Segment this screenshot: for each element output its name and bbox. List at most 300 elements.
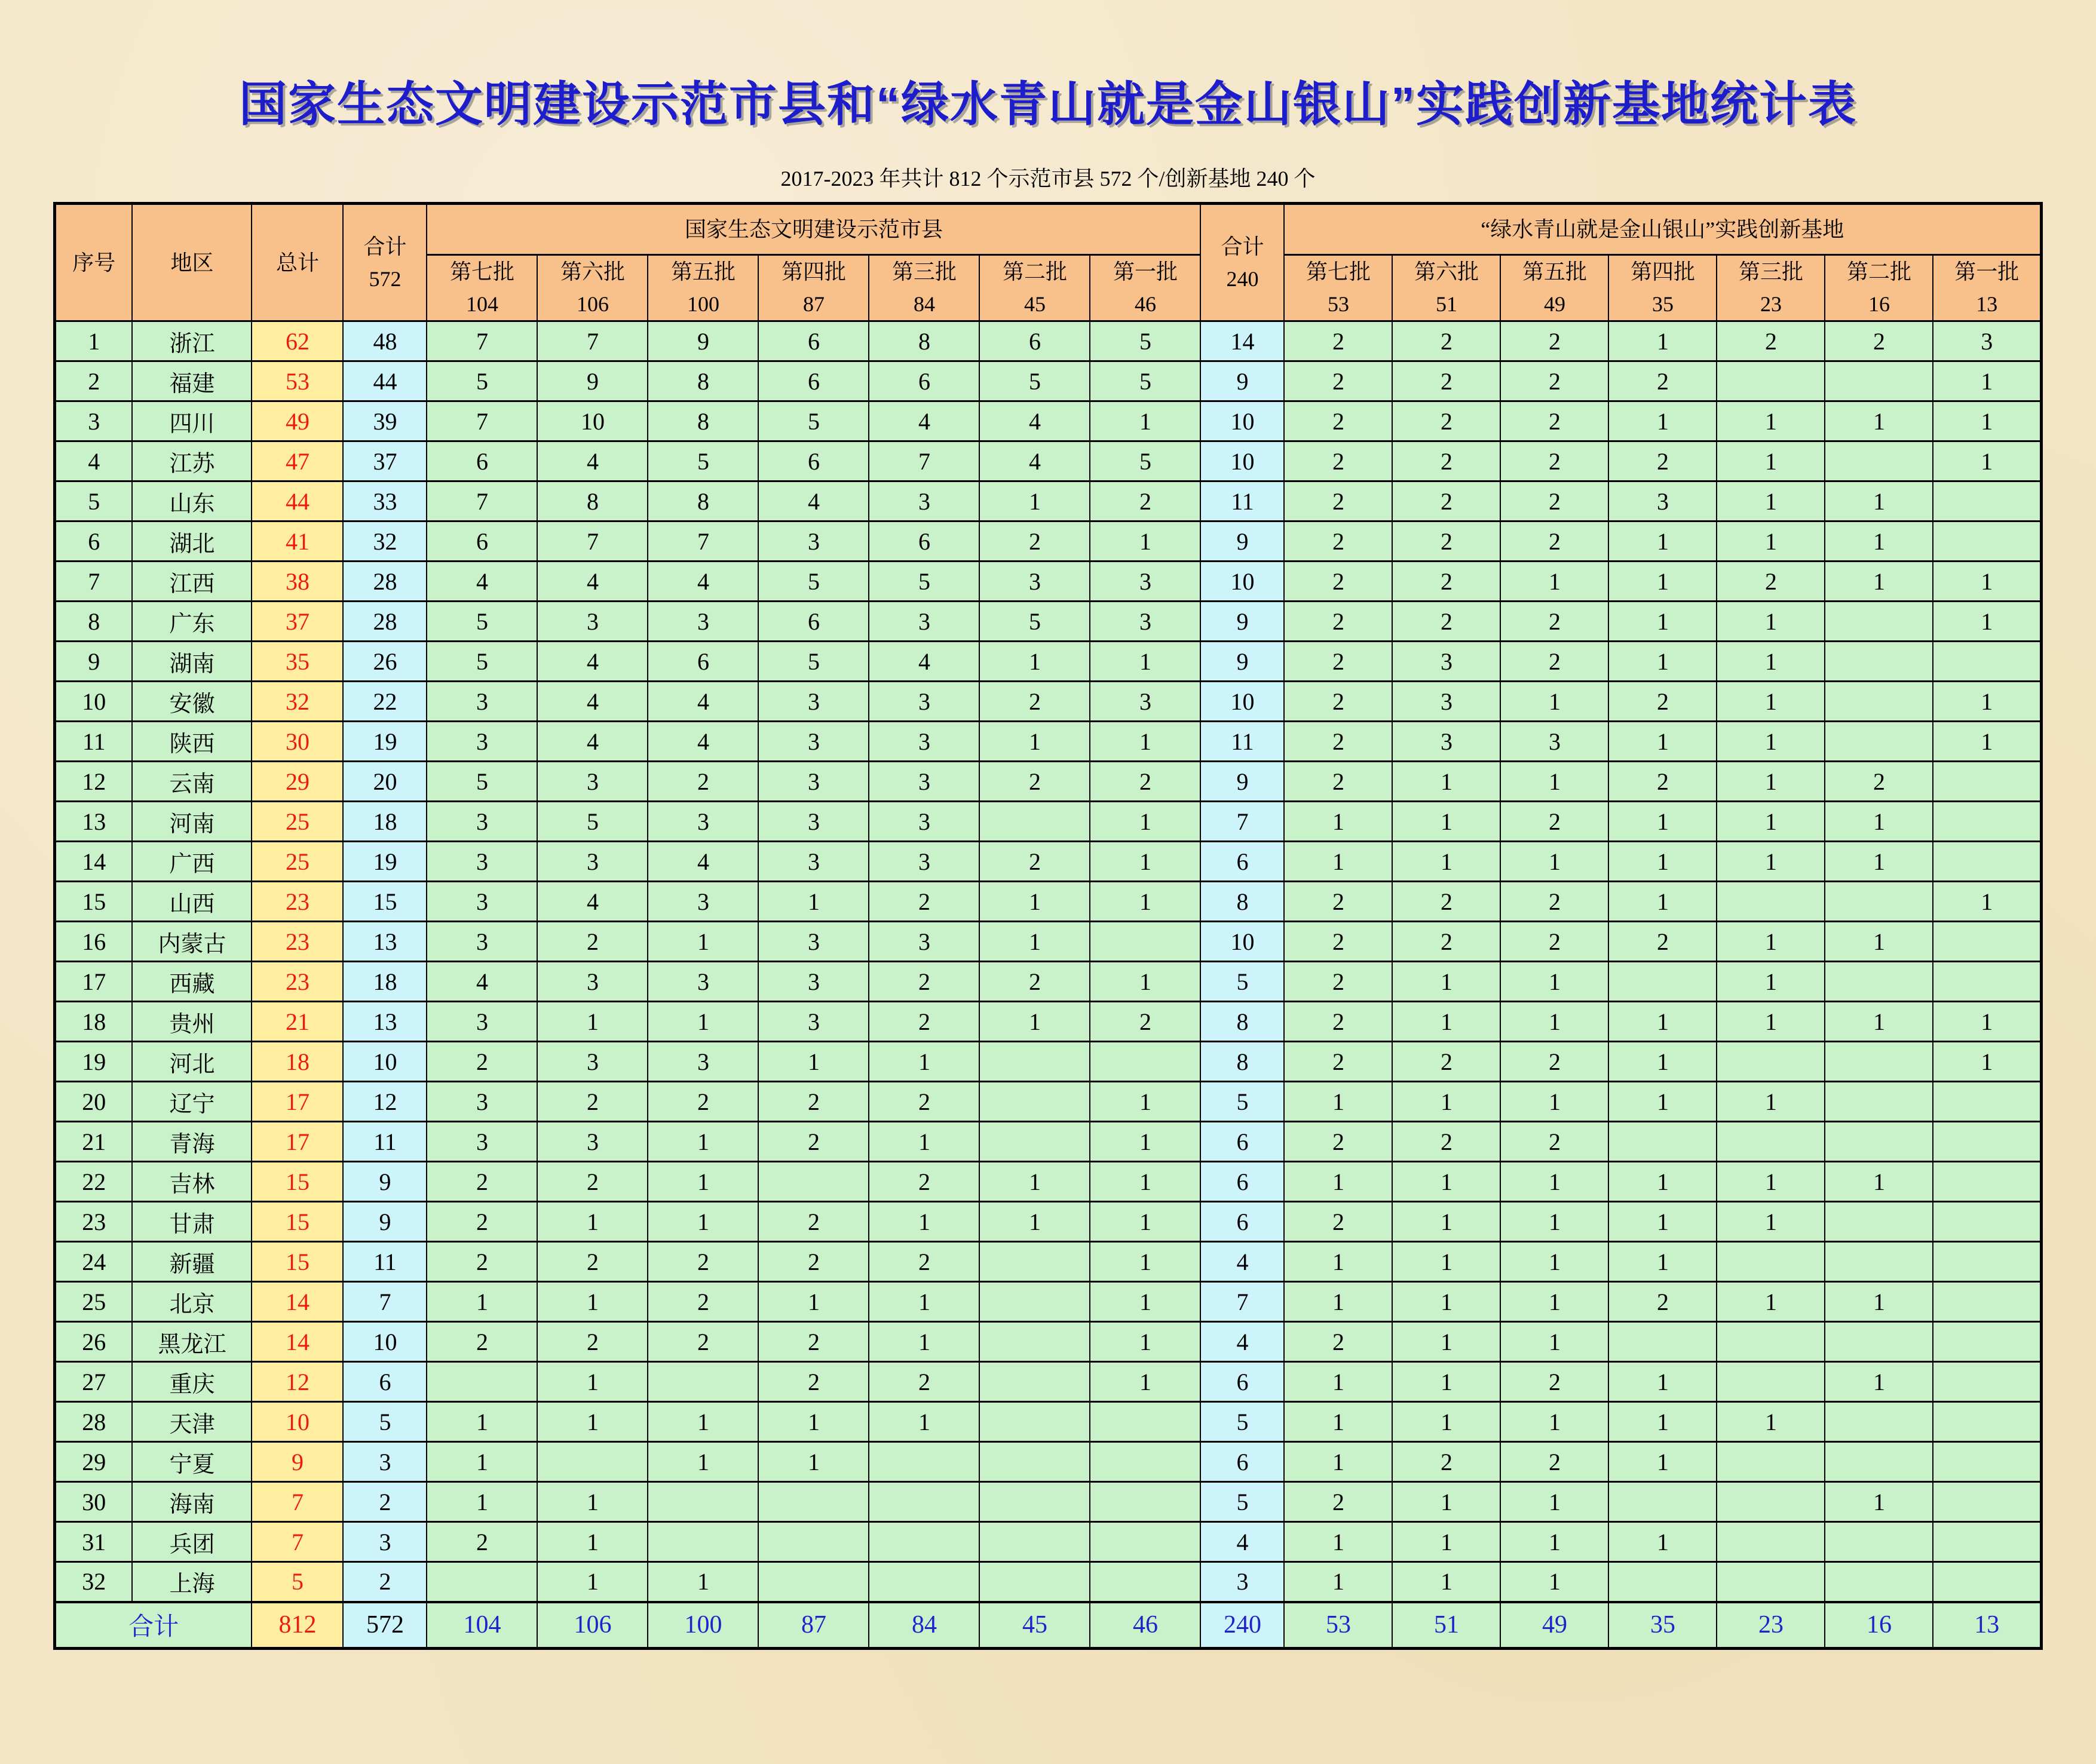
demo-batch-4-cell: 3: [758, 762, 869, 802]
demo-batch-2-cell: [979, 1122, 1090, 1162]
demo-batch-5-cell: 4: [648, 722, 758, 762]
demo-subtotal-cell: 48: [343, 321, 427, 361]
demo-batch-1-cell: 1: [1090, 882, 1200, 922]
base-batch-3-cell: 1: [1717, 682, 1825, 722]
base-batch-6-cell: 3: [1392, 722, 1500, 762]
base-batch-3-cell: 1: [1717, 1162, 1825, 1202]
base-batch-5-cell: 1: [1500, 842, 1608, 882]
demo-batch-2-cell: 2: [979, 762, 1090, 802]
base-subtotal-cell: 6: [1200, 842, 1284, 882]
demo-subtotal-cell: 10: [343, 1042, 427, 1082]
base-batch-3-cell: 1: [1717, 1082, 1825, 1122]
region-cell: 西藏: [132, 962, 252, 1002]
seq-cell: 24: [54, 1242, 132, 1282]
demo-batch-4-cell: 2: [758, 1242, 869, 1282]
base-batch-4-cell: 2: [1608, 361, 1717, 401]
demo-batch-1-cell: 2: [1090, 1002, 1200, 1042]
demo-batch-6-cell: 1: [537, 1202, 648, 1242]
footer-demo-batch-3-cell: 84: [869, 1602, 979, 1649]
base-subtotal-cell: 10: [1200, 682, 1284, 722]
total-cell: 62: [252, 321, 343, 361]
table-row-江苏: [54, 441, 2041, 481]
demo-batch-5-cell: 3: [648, 882, 758, 922]
demo-batch-3-cell: 1: [869, 1122, 979, 1162]
demo-batch-7-cell: 3: [427, 1082, 537, 1122]
demo-batch-name: 第一批: [1113, 260, 1178, 284]
base-batch-1-cell: 1: [1933, 682, 2041, 722]
base-batch-6-cell: 2: [1392, 1042, 1500, 1082]
subtitle: 2017-2023 年共计 812 个示范市县 572 个/创新基地 240 个: [780, 167, 1316, 191]
demo-subtotal-cell: 2: [343, 1562, 427, 1602]
demo-batch-4-cell: [758, 1562, 869, 1602]
seq-cell: 17: [54, 962, 132, 1002]
base-batch-2-cell: [1825, 441, 1933, 481]
demo-batch-7-cell: 4: [427, 562, 537, 602]
base-batch-6-cell: 2: [1392, 602, 1500, 642]
base-batch-4-cell: [1608, 1122, 1717, 1162]
base-subtotal-cell: 10: [1200, 922, 1284, 962]
total-cell: 23: [252, 882, 343, 922]
base-batch-4-cell: 2: [1608, 441, 1717, 481]
demo-batch-5-cell: 5: [648, 441, 758, 481]
col-header-base-subtotal: [1200, 204, 1284, 321]
demo-batch-2-cell: 2: [979, 521, 1090, 562]
base-batch-3-cell: 1: [1717, 521, 1825, 562]
base-batch-7-cell: 1: [1284, 1282, 1392, 1322]
demo-batch-5-cell: 2: [648, 1242, 758, 1282]
table-row-西藏: [54, 962, 2041, 1002]
base-batch-3-cell: 1: [1717, 802, 1825, 842]
demo-subtotal-cell: 3: [343, 1442, 427, 1482]
table-row-青海: [54, 1122, 2041, 1162]
base-batch-3-cell: 1: [1717, 722, 1825, 762]
demo-batch-3-cell: 1: [869, 1282, 979, 1322]
demo-batch-2-cell: [979, 1442, 1090, 1482]
base-batch-1-cell: [1933, 802, 2041, 842]
demo-batch-2-cell: 1: [979, 642, 1090, 682]
base-batch-5-cell: 2: [1500, 1042, 1608, 1082]
demo-batch-2-cell: 1: [979, 1202, 1090, 1242]
demo-batch-2-cell: [979, 1042, 1090, 1082]
demo-batch-5-cell: 1: [648, 1202, 758, 1242]
seq-cell: 13: [54, 802, 132, 842]
demo-batch-7-cell: 3: [427, 842, 537, 882]
total-cell: 15: [252, 1202, 343, 1242]
base-batch-1-cell: [1933, 1242, 2041, 1282]
base-batch-4-cell: 1: [1608, 842, 1717, 882]
base-batch-1-cell: [1933, 1562, 2041, 1602]
footer-demo-batch-4-cell: 87: [758, 1602, 869, 1649]
footer-demo-subtotal-cell: 572: [343, 1602, 427, 1649]
base-batch-2-cell: [1825, 1562, 1933, 1602]
base-batch-3-cell: 1: [1717, 842, 1825, 882]
base-subtotal-cell: 5: [1200, 1402, 1284, 1442]
demo-subtotal-cell: 3: [343, 1522, 427, 1562]
seq-cell: 22: [54, 1162, 132, 1202]
base-batch-5-cell: 2: [1500, 1362, 1608, 1402]
base-batch-1-cell: [1933, 1122, 2041, 1162]
total-cell: 49: [252, 401, 343, 441]
base-batch-6-cell: 1: [1392, 1002, 1500, 1042]
seq-cell: 27: [54, 1362, 132, 1402]
base-batch-1-cell: [1933, 1322, 2041, 1362]
demo-subtotal-cell: 22: [343, 682, 427, 722]
demo-batch-1-cell: 1: [1090, 962, 1200, 1002]
base-batch-name: 第二批: [1846, 260, 1911, 284]
demo-batch-5-cell: 3: [648, 1042, 758, 1082]
seq-cell: 1: [54, 321, 132, 361]
base-batch-3-cell: [1717, 1442, 1825, 1482]
table-row-湖北: [54, 521, 2041, 562]
base-batch-6-cell: 2: [1392, 1122, 1500, 1162]
region-cell: 浙江: [132, 321, 252, 361]
demo-batch-3-cell: 1: [869, 1202, 979, 1242]
base-batch-1-cell: [1933, 1482, 2041, 1522]
base-subtotal-cell: 9: [1200, 642, 1284, 682]
total-cell: 38: [252, 562, 343, 602]
base-batch-header-3: [1717, 255, 1825, 321]
base-batch-6-cell: 2: [1392, 882, 1500, 922]
base-batch-6-cell: 1: [1392, 1322, 1500, 1362]
demo-batch-6-cell: 3: [537, 962, 648, 1002]
base-batch-4-cell: 3: [1608, 481, 1717, 521]
base-batch-2-cell: [1825, 1442, 1933, 1482]
base-batch-2-cell: 1: [1825, 1282, 1933, 1322]
statistics-table: [53, 202, 2043, 1650]
region-cell: 重庆: [132, 1362, 252, 1402]
footer-base-batch-4-cell: 35: [1608, 1602, 1717, 1649]
base-batch-2-cell: [1825, 642, 1933, 682]
demo-batch-5-cell: 8: [648, 481, 758, 521]
demo-batch-2-cell: 5: [979, 602, 1090, 642]
seq-cell: 4: [54, 441, 132, 481]
base-batch-1-cell: [1933, 1162, 2041, 1202]
demo-batch-name: 第五批: [670, 260, 736, 284]
base-batch-7-cell: 1: [1284, 842, 1392, 882]
region-cell: 海南: [132, 1482, 252, 1522]
demo-batch-5-cell: 1: [648, 1402, 758, 1442]
table-row-重庆: [54, 1362, 2041, 1402]
base-batch-7-cell: 2: [1284, 401, 1392, 441]
demo-batch-2-cell: [979, 1242, 1090, 1282]
total-cell: 25: [252, 842, 343, 882]
base-batch-1-cell: 1: [1933, 441, 2041, 481]
demo-batch-5-cell: 1: [648, 1562, 758, 1602]
demo-batch-4-cell: 6: [758, 361, 869, 401]
seq-cell: 3: [54, 401, 132, 441]
base-batch-5-cell: 2: [1500, 802, 1608, 842]
demo-batch-1-cell: 1: [1090, 1122, 1200, 1162]
base-batch-3-cell: [1717, 1242, 1825, 1282]
base-batch-6-cell: 3: [1392, 642, 1500, 682]
base-batch-7-cell: 1: [1284, 1562, 1392, 1602]
demo-batch-4-cell: 6: [758, 441, 869, 481]
table-row-河北: [54, 1042, 2041, 1082]
demo-subtotal-cell: 2: [343, 1482, 427, 1522]
base-batch-6-cell: 1: [1392, 1202, 1500, 1242]
base-batch-2-cell: 2: [1825, 321, 1933, 361]
demo-batch-6-cell: 1: [537, 1002, 648, 1042]
demo-subtotal-cell: 18: [343, 962, 427, 1002]
region-cell: 黑龙江: [132, 1322, 252, 1362]
base-batch-4-cell: 1: [1608, 401, 1717, 441]
seq-cell: 23: [54, 1202, 132, 1242]
table-row-山西: [54, 882, 2041, 922]
total-cell: 7: [252, 1522, 343, 1562]
table-row-上海: [54, 1562, 2041, 1602]
base-batch-7-cell: 2: [1284, 762, 1392, 802]
base-batch-count: 51: [1435, 292, 1457, 316]
footer-label-cell: 合计: [54, 1602, 252, 1649]
table-row-兵团: [54, 1522, 2041, 1562]
base-batch-4-cell: 1: [1608, 1362, 1717, 1402]
table-row-宁夏: [54, 1442, 2041, 1482]
demo-batch-header-5: [648, 255, 758, 321]
base-batch-4-cell: [1608, 962, 1717, 1002]
seq-cell: 30: [54, 1482, 132, 1522]
demo-batch-2-cell: 1: [979, 922, 1090, 962]
demo-batch-5-cell: 3: [648, 802, 758, 842]
demo-batch-3-cell: [869, 1562, 979, 1602]
demo-batch-3-cell: 2: [869, 1242, 979, 1282]
base-batch-6-cell: 1: [1392, 1282, 1500, 1322]
base-batch-5-cell: 3: [1500, 722, 1608, 762]
table-row-新疆: [54, 1242, 2041, 1282]
demo-batch-1-cell: 1: [1090, 1082, 1200, 1122]
demo-batch-6-cell: 4: [537, 562, 648, 602]
base-batch-5-cell: 1: [1500, 682, 1608, 722]
demo-batch-name: 第三批: [891, 260, 957, 284]
footer-base-batch-1-cell: 13: [1933, 1602, 2041, 1649]
base-batch-5-cell: 1: [1500, 1002, 1608, 1042]
demo-subtotal-cell: 11: [343, 1122, 427, 1162]
demo-batch-1-cell: [1090, 1562, 1200, 1602]
demo-batch-4-cell: [758, 1482, 869, 1522]
demo-batch-6-cell: 4: [537, 441, 648, 481]
seq-cell: 26: [54, 1322, 132, 1362]
demo-batch-4-cell: 2: [758, 1322, 869, 1362]
demo-batch-4-cell: [758, 1162, 869, 1202]
demo-batch-5-cell: 6: [648, 642, 758, 682]
base-batch-7-cell: 2: [1284, 922, 1392, 962]
base-batch-4-cell: 1: [1608, 1442, 1717, 1482]
seq-cell: 31: [54, 1522, 132, 1562]
base-batch-1-cell: 1: [1933, 722, 2041, 762]
table-row-河南: [54, 802, 2041, 842]
demo-batch-3-cell: 3: [869, 762, 979, 802]
base-batch-1-cell: 1: [1933, 1042, 2041, 1082]
demo-batch-4-cell: 2: [758, 1362, 869, 1402]
base-subtotal-cell: 10: [1200, 441, 1284, 481]
base-batch-4-cell: 1: [1608, 562, 1717, 602]
base-batch-name: 第一批: [1954, 260, 2020, 284]
base-batch-1-cell: [1933, 1362, 2041, 1402]
base-batch-1-cell: [1933, 1082, 2041, 1122]
base-batch-5-cell: 2: [1500, 1442, 1608, 1482]
base-batch-header-5: [1500, 255, 1608, 321]
base-batch-7-cell: 1: [1284, 802, 1392, 842]
demo-batch-4-cell: [758, 1522, 869, 1562]
demo-batch-3-cell: 5: [869, 562, 979, 602]
demo-batch-5-cell: [648, 1522, 758, 1562]
demo-batch-1-cell: 1: [1090, 1322, 1200, 1362]
demo-subtotal-cell: 33: [343, 481, 427, 521]
demo-batch-4-cell: 2: [758, 1202, 869, 1242]
demo-batch-6-cell: 4: [537, 882, 648, 922]
base-batch-7-cell: 2: [1284, 642, 1392, 682]
demo-subtotal-cell: 10: [343, 1322, 427, 1362]
demo-batch-header-2: [979, 255, 1090, 321]
table-row-浙江: [54, 321, 2041, 361]
region-cell: 山东: [132, 481, 252, 521]
base-subtotal-cell: 4: [1200, 1522, 1284, 1562]
demo-batch-6-cell: 1: [537, 1562, 648, 1602]
demo-batch-6-cell: 7: [537, 521, 648, 562]
demo-batch-5-cell: [648, 1362, 758, 1402]
total-cell: 12: [252, 1362, 343, 1402]
demo-batch-3-cell: 4: [869, 642, 979, 682]
demo-batch-1-cell: 1: [1090, 842, 1200, 882]
demo-batch-7-cell: 3: [427, 682, 537, 722]
demo-batch-name: 第二批: [1002, 260, 1067, 284]
demo-batch-1-cell: 1: [1090, 802, 1200, 842]
demo-subtotal-cell: 32: [343, 521, 427, 562]
demo-batch-7-cell: 3: [427, 922, 537, 962]
base-batch-2-cell: [1825, 682, 1933, 722]
base-subtotal-cell: 4: [1200, 1322, 1284, 1362]
demo-batch-5-cell: 2: [648, 1322, 758, 1362]
table-row-陕西: [54, 722, 2041, 762]
base-batch-2-cell: [1825, 1202, 1933, 1242]
header-row-groups: [54, 204, 2041, 255]
region-cell: 北京: [132, 1282, 252, 1322]
base-subtotal-cell: 11: [1200, 722, 1284, 762]
demo-batch-4-cell: 4: [758, 481, 869, 521]
demo-batch-6-cell: 2: [537, 1082, 648, 1122]
demo-batch-name: 第四批: [781, 260, 846, 284]
base-batch-5-cell: 1: [1500, 1202, 1608, 1242]
demo-subtotal-cell: 13: [343, 922, 427, 962]
seq-cell: 14: [54, 842, 132, 882]
demo-batch-5-cell: 4: [648, 842, 758, 882]
base-batch-1-cell: 1: [1933, 1002, 2041, 1042]
base-batch-5-cell: 2: [1500, 321, 1608, 361]
base-subtotal-cell: 9: [1200, 361, 1284, 401]
demo-batch-name: 第七批: [449, 260, 514, 284]
base-batch-5-cell: 1: [1500, 1242, 1608, 1282]
footer-demo-batch-2-cell: 45: [979, 1602, 1090, 1649]
demo-batch-4-cell: 1: [758, 1282, 869, 1322]
base-batch-2-cell: 1: [1825, 922, 1933, 962]
demo-subtotal-cell: 28: [343, 562, 427, 602]
base-batch-1-cell: 1: [1933, 361, 2041, 401]
seq-cell: 21: [54, 1122, 132, 1162]
base-subtotal-cell: 3: [1200, 1562, 1284, 1602]
total-cell: 5: [252, 1562, 343, 1602]
base-batch-3-cell: 1: [1717, 762, 1825, 802]
footer-demo-batch-1-cell: 46: [1090, 1602, 1200, 1649]
base-batch-4-cell: 1: [1608, 1162, 1717, 1202]
base-batch-1-cell: [1933, 762, 2041, 802]
demo-batch-7-cell: 2: [427, 1162, 537, 1202]
region-cell: 江西: [132, 562, 252, 602]
demo-batch-5-cell: 4: [648, 562, 758, 602]
base-batch-6-cell: 1: [1392, 802, 1500, 842]
base-batch-5-cell: 2: [1500, 481, 1608, 521]
base-batch-2-cell: 1: [1825, 401, 1933, 441]
table-row-吉林: [54, 1162, 2041, 1202]
total-cell: 37: [252, 602, 343, 642]
base-batch-1-cell: 1: [1933, 562, 2041, 602]
base-batch-6-cell: 2: [1392, 481, 1500, 521]
total-cell: 21: [252, 1002, 343, 1042]
demo-batch-5-cell: 3: [648, 962, 758, 1002]
demo-batch-6-cell: 1: [537, 1402, 648, 1442]
base-batch-2-cell: [1825, 361, 1933, 401]
base-batch-6-cell: 2: [1392, 562, 1500, 602]
base-batch-6-cell: 1: [1392, 1522, 1500, 1562]
base-batch-3-cell: 1: [1717, 1202, 1825, 1242]
base-batch-3-cell: 1: [1717, 481, 1825, 521]
region-cell: 辽宁: [132, 1082, 252, 1122]
base-batch-3-cell: [1717, 1322, 1825, 1362]
demo-batch-1-cell: [1090, 1442, 1200, 1482]
demo-batch-4-cell: 3: [758, 682, 869, 722]
base-batch-6-cell: 2: [1392, 521, 1500, 562]
demo-batch-7-cell: 6: [427, 521, 537, 562]
base-batch-2-cell: 1: [1825, 842, 1933, 882]
base-subtotal-cell: 6: [1200, 1122, 1284, 1162]
seq-cell: 11: [54, 722, 132, 762]
demo-batch-1-cell: 1: [1090, 722, 1200, 762]
demo-batch-4-cell: 3: [758, 842, 869, 882]
base-batch-2-cell: 1: [1825, 562, 1933, 602]
base-batch-count: 49: [1543, 292, 1565, 316]
base-batch-2-cell: [1825, 1522, 1933, 1562]
seq-cell: 29: [54, 1442, 132, 1482]
table-row-黑龙江: [54, 1322, 2041, 1362]
demo-batch-4-cell: 5: [758, 401, 869, 441]
footer-base-batch-3-cell: 23: [1717, 1602, 1825, 1649]
base-batch-1-cell: 3: [1933, 321, 2041, 361]
base-batch-1-cell: [1933, 1202, 2041, 1242]
demo-batch-1-cell: 3: [1090, 682, 1200, 722]
demo-batch-2-cell: [979, 1082, 1090, 1122]
base-batch-5-cell: 2: [1500, 882, 1608, 922]
demo-subtotal-cell: 5: [343, 1402, 427, 1442]
footer-base-subtotal-cell: 240: [1200, 1602, 1284, 1649]
demo-batch-2-cell: 4: [979, 441, 1090, 481]
base-batch-6-cell: 1: [1392, 1082, 1500, 1122]
base-batch-2-cell: [1825, 1322, 1933, 1362]
demo-batch-1-cell: 1: [1090, 642, 1200, 682]
seq-cell: 6: [54, 521, 132, 562]
base-batch-4-cell: [1608, 1482, 1717, 1522]
total-cell: 47: [252, 441, 343, 481]
demo-batch-3-cell: 8: [869, 321, 979, 361]
base-batch-5-cell: 1: [1500, 1322, 1608, 1362]
demo-batch-1-cell: 3: [1090, 562, 1200, 602]
table-row-内蒙古: [54, 922, 2041, 962]
demo-subtotal-cell: 39: [343, 401, 427, 441]
base-subtotal-cell: 7: [1200, 802, 1284, 842]
region-cell: 宁夏: [132, 1442, 252, 1482]
demo-batch-5-cell: 2: [648, 762, 758, 802]
demo-batch-3-cell: 1: [869, 1402, 979, 1442]
demo-subtotal-label: 合计: [363, 234, 407, 259]
region-cell: 湖南: [132, 642, 252, 682]
base-batch-5-cell: 2: [1500, 602, 1608, 642]
